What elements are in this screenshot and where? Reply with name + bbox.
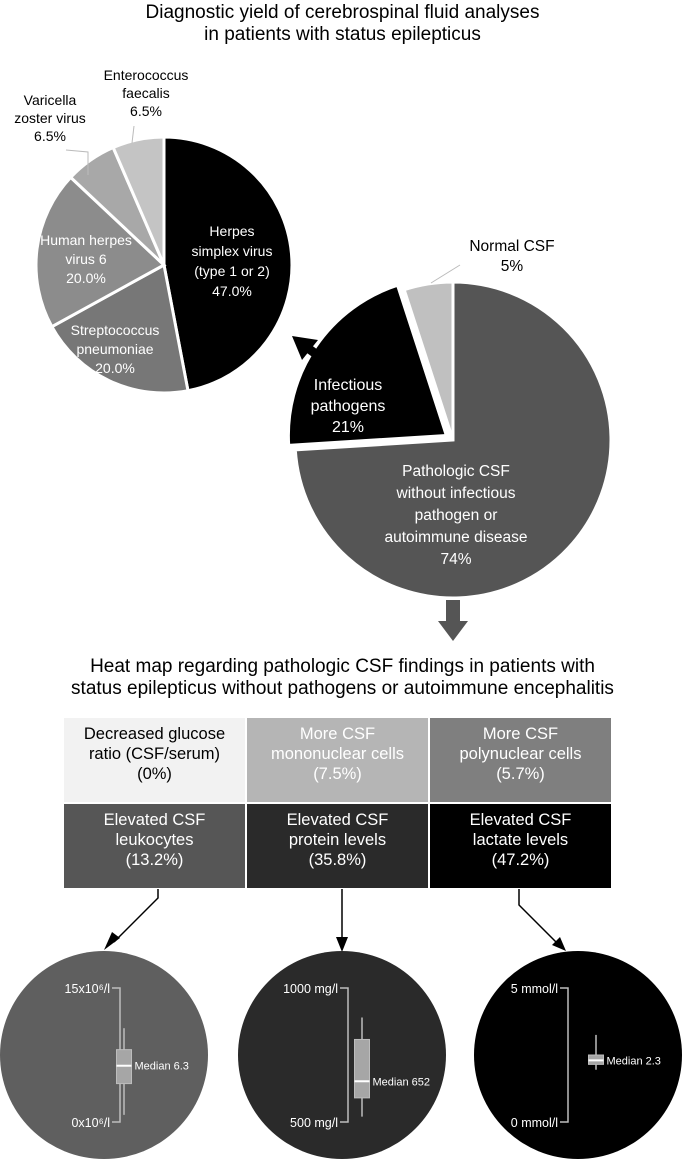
- heatmap-cell-text: leukocytes: [115, 831, 194, 849]
- y-axis-min-label: 0x10⁶/l: [71, 1116, 110, 1130]
- pie-slice-label: Herpes simplex virus (type 1 or 2) 47.0%: [191, 223, 273, 299]
- box-plot-panel: [238, 951, 446, 1159]
- y-axis-min-label: 0 mmol/l: [510, 1116, 558, 1130]
- heatmap-cell-text: Elevated CSF: [469, 811, 572, 829]
- y-axis-min-label: 500 mg/l: [290, 1116, 338, 1130]
- pie-slice-label: Enterococcus faecalis 6.5%: [103, 67, 189, 119]
- title-line: status epilepticus without pathogens or autoimmune encephalitis: [71, 678, 614, 699]
- pie-slice-label: Human herpes virus 6 20.0%: [40, 232, 132, 286]
- heatmap-cell-text: (0%): [137, 765, 172, 783]
- heatmap-cell-text: More CSF: [482, 725, 559, 743]
- title-line: Heat map regarding pathologic CSF findings in patients with: [90, 656, 595, 677]
- title-line: Diagnostic yield of cerebrospinal fluid analyses: [145, 2, 540, 23]
- heatmap-cell-text: Elevated CSF: [286, 811, 389, 829]
- heatmap-cell-text: More CSF: [299, 725, 376, 743]
- heatmap-cell-text: protein levels: [288, 831, 387, 849]
- box-iqr: [355, 1039, 370, 1097]
- median-label: Median 6.3: [134, 1060, 189, 1073]
- heatmap-cell-text: lactate levels: [472, 831, 569, 849]
- heatmap-cell-text: mononuclear cells: [271, 745, 404, 763]
- median-label: Median 2.3: [606, 1055, 661, 1068]
- connector-arrow: [114, 889, 158, 942]
- heatmap-cell-text: (5.7%): [496, 765, 545, 783]
- arrow-head: [336, 937, 348, 952]
- heatmap-cell-text: ratio (CSF/serum): [88, 745, 221, 763]
- median-label: Median 652: [372, 1076, 430, 1089]
- y-axis-max-label: 5 mmol/l: [510, 982, 558, 996]
- pie-slice-label: Pathologic CSF without infectious pathogen or autoimmune disease 74%: [384, 463, 528, 568]
- title-line: in patients with status epilepticus: [204, 24, 481, 45]
- heatmap-cell-text: Elevated CSF: [103, 811, 206, 829]
- heatmap-cell-text: polynuclear cells: [459, 745, 582, 763]
- heatmap-cell-text: (35.8%): [308, 851, 367, 869]
- pie-slice-label: Streptococcus pneumoniae 20.0%: [70, 322, 160, 376]
- heatmap-cell-text: (47.2%): [491, 851, 550, 869]
- y-axis-max-label: 1000 mg/l: [283, 982, 338, 996]
- heatmap-cell-text: (7.5%): [313, 765, 362, 783]
- pie-slice-label: Normal CSF 5%: [469, 238, 555, 275]
- connector-arrow: [519, 889, 557, 943]
- pie-slice-label: Infectious pathogens 21%: [310, 377, 386, 436]
- arrow-head: [104, 932, 120, 950]
- pie-slice-label: Varicella zoster virus 6.5%: [14, 92, 86, 144]
- heatmap-cell-text: Decreased glucose: [83, 725, 226, 743]
- heatmap-cell-text: (13.2%): [125, 851, 184, 869]
- y-axis-max-label: 15x10⁶/l: [64, 982, 110, 996]
